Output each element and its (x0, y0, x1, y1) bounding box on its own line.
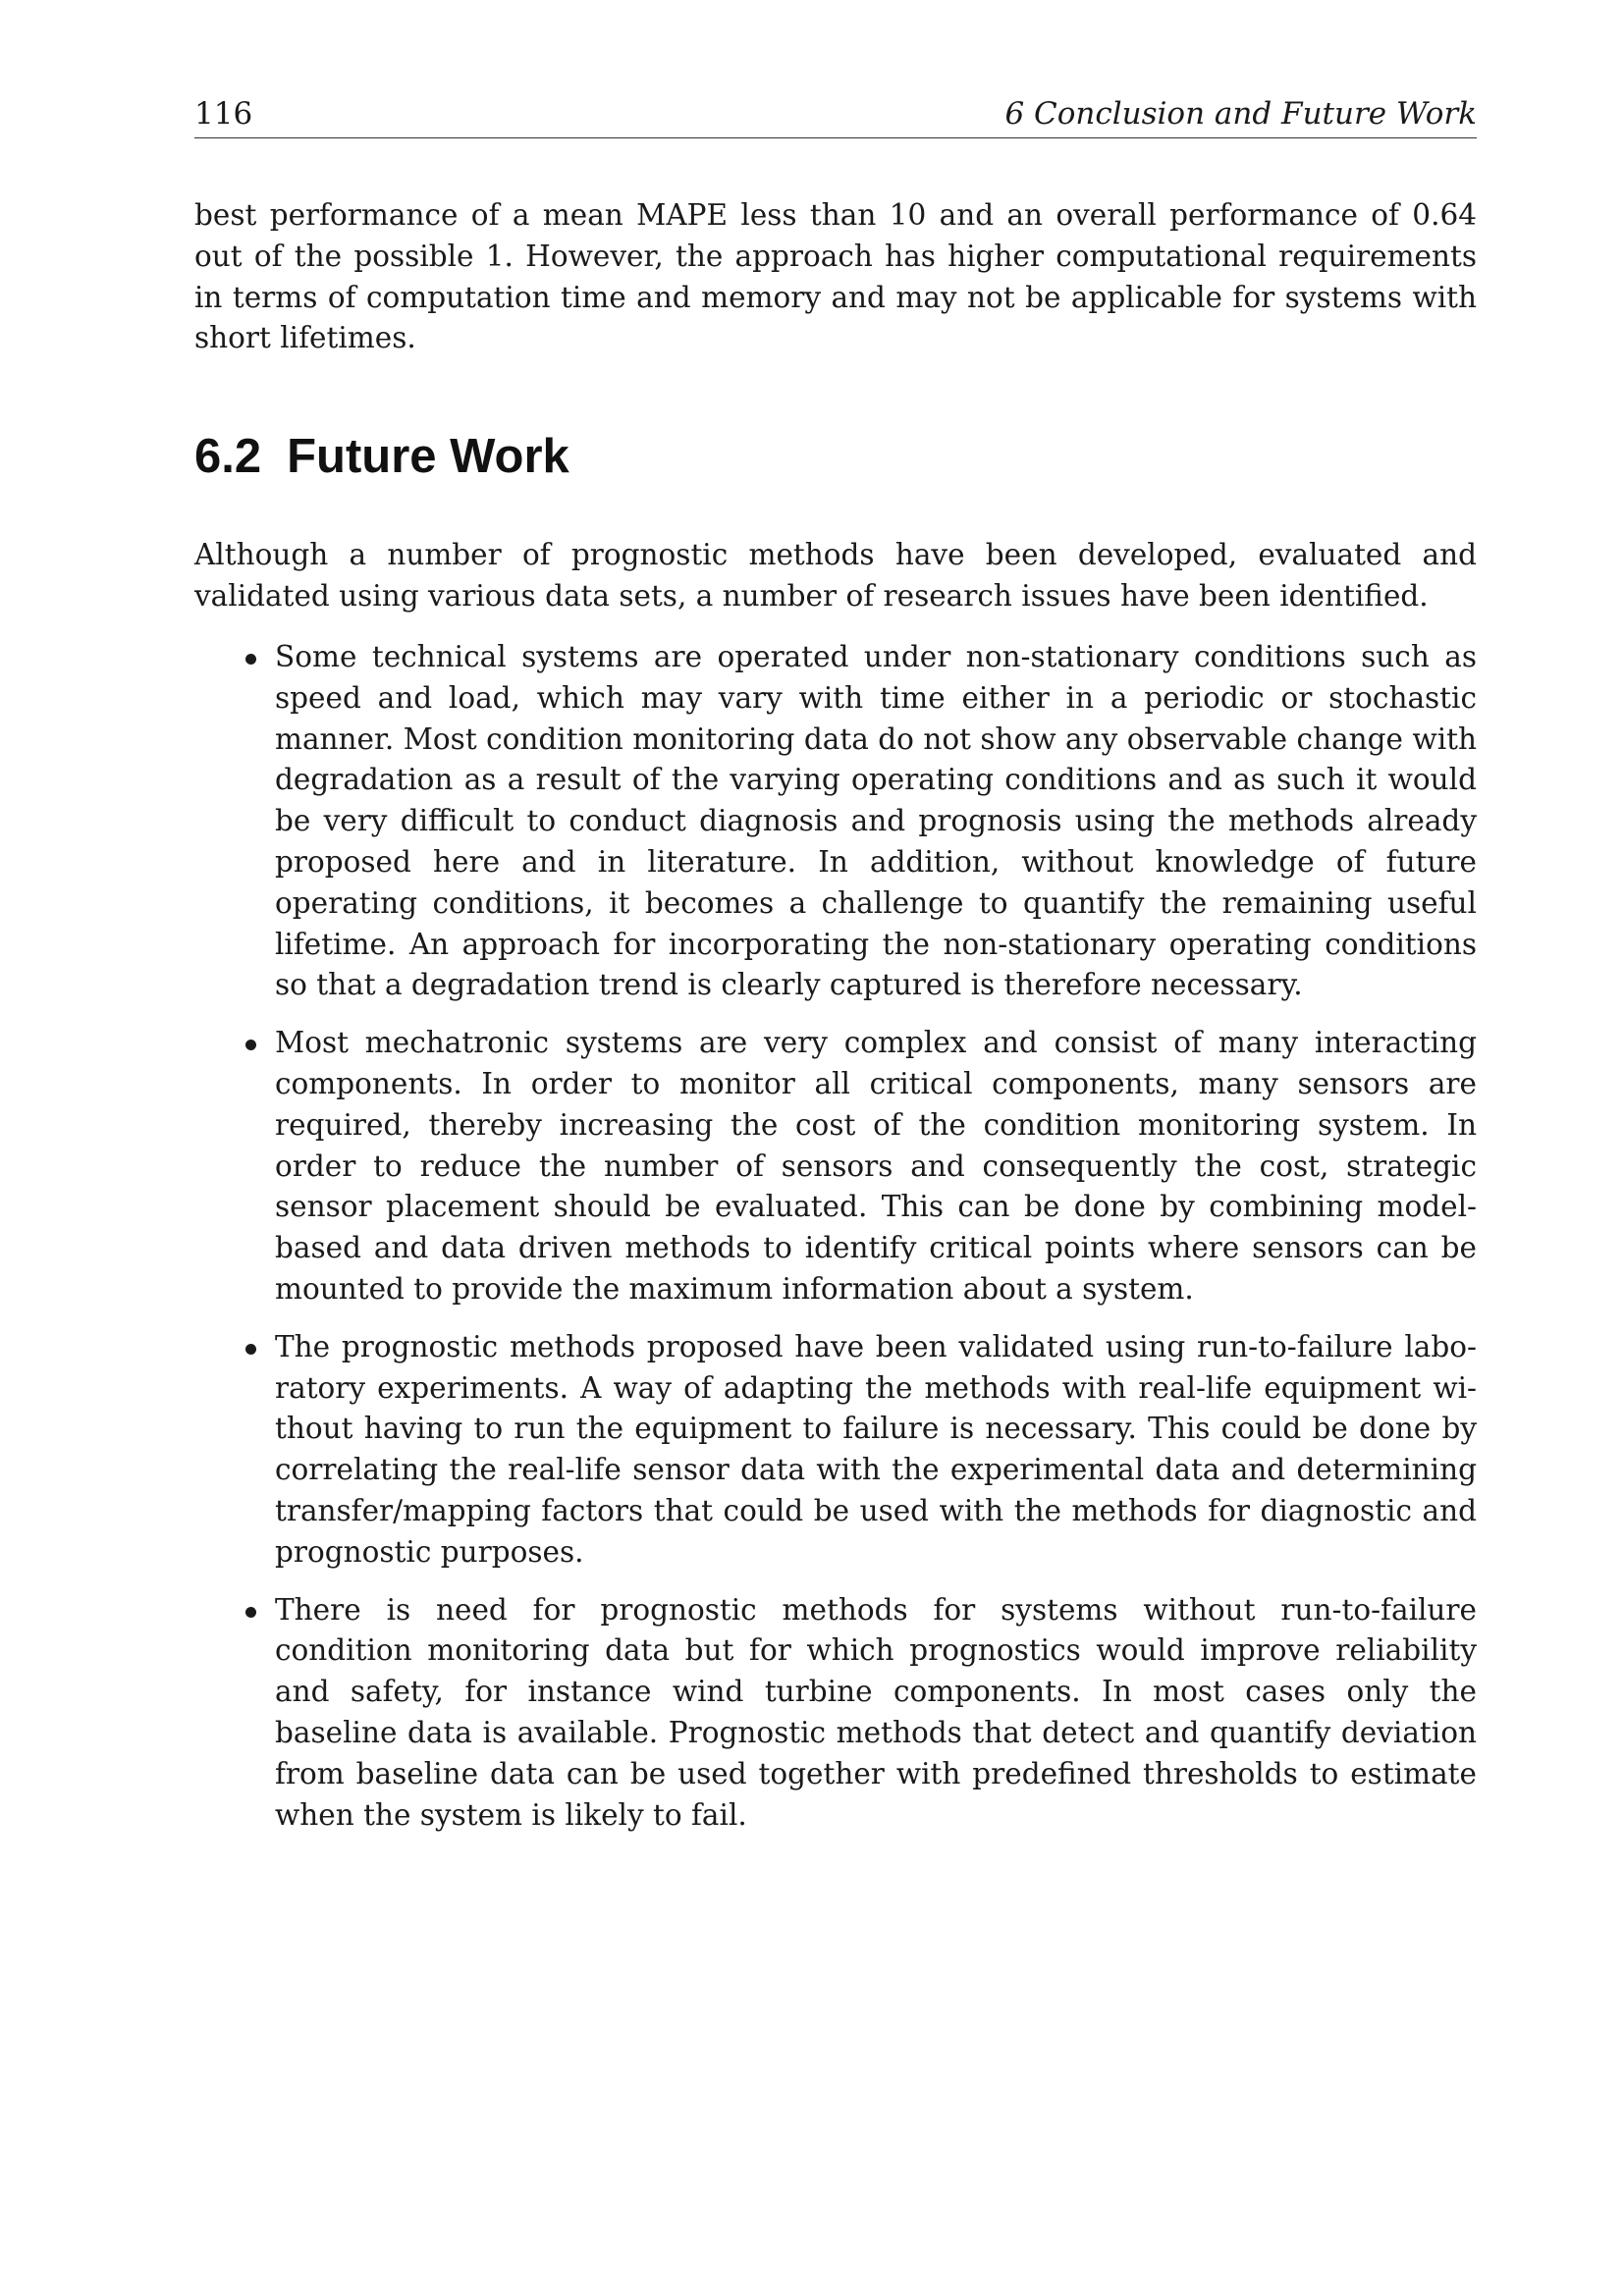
bullet-icon (245, 1344, 256, 1355)
section-number: 6.2 (194, 430, 262, 483)
bullet-icon (245, 1040, 256, 1050)
lead-paragraph: Although a number of prognostic methods have been developed, evaluated and validated using various data sets, a number of research issues have been identified. (194, 538, 1477, 613)
running-header (194, 94, 1477, 138)
list-item-text: Most mechatronic systems are very complex and consist of many interacting components. In order to monitor all critical components, many sensors are required, thereby increasing the cost of the condition monitoring system. In order to reduce the number of sensors and consequently the cost, strategic sensor placement should be evaluated. This can be done by combining model-based and data driven methods to identify critical points where sensors can be mounted to provide the maximum information about a system. (275, 1026, 1477, 1306)
list-item-text: The prognostic methods proposed have been validated using run-to-failure laboratory experiments. A way of adapting the methods with real-life equipment without having to run the equipment to failure is necessary. This could be done by correlating the real-life sensor data with the experimental data and determining transfer/mapping factors that could be used with the methods for diagnostic and prognostic purposes. (275, 1329, 1477, 1569)
list-item-text: Some technical systems are operated under non-stationary conditions such as speed and load, which may vary with time either in a periodic or stochastic manner. Most condition monitoring data do not show any observable change with degradation as a result of the varying operating conditions and as such it would be very difficult to conduct diagnosis and prognosis using the methods already proposed here and in literature. In addition, without knowledge of future operating conditions, it becomes a challenge to quantify the remaining useful lifetime. An approach for incorporating the non-stationary operating conditions so that a degradation trend is clearly captured is therefore necessary. (275, 640, 1477, 1002)
bullet-icon (245, 1607, 256, 1618)
list-item (194, 1590, 1477, 1837)
list-item-text: There is need for prognostic methods for systems without run-to-failure condition monitoring data but for which prognostics would improve reliability and safety, for instance wind turbine components. In most cases only the baseline data is available. Prognostic methods that detect and quantify deviation from baseline data can be used together with predefined thresholds to estimate when the system is likely to fail. (275, 1592, 1477, 1832)
research-issues-list (194, 637, 1477, 1852)
list-item (194, 1327, 1477, 1574)
bullet-icon (245, 654, 256, 665)
chapter-title: 6 Conclusion and Future Work (1004, 96, 1477, 132)
intro-paragraph: best performance of a mean MAPE less than 10 and an overall performance of 0.64 out of the possible 1. However, the approach has higher computational requirements in terms of computation time and memory and may not be applicable for systems with short lifetimes. (194, 198, 1477, 355)
page-number: 116 (194, 96, 253, 132)
list-item (194, 637, 1477, 1006)
list-item (194, 1023, 1477, 1310)
section-title: Future Work (287, 430, 569, 483)
section-heading (194, 427, 569, 486)
